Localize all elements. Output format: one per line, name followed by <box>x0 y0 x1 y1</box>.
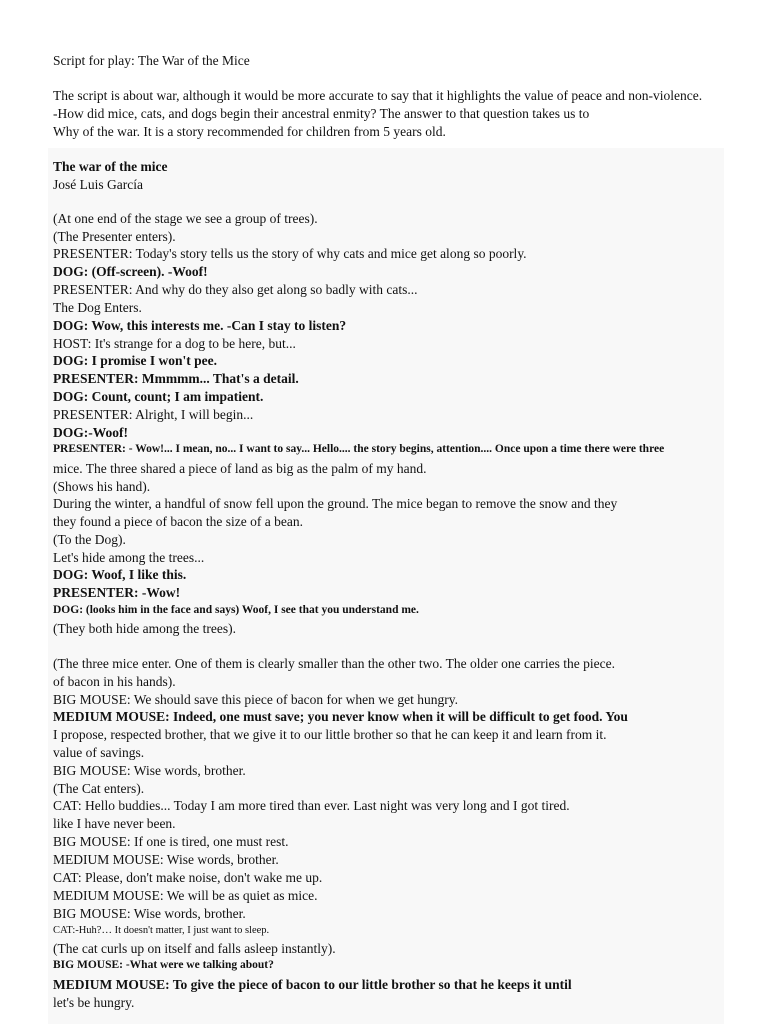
dialogue-line: DOG: Count, count; I am impatient. <box>53 389 264 404</box>
stage-direction: (The three mice enter. One of them is clearly smaller than the other two. The older one carries the piece. <box>53 656 616 671</box>
dialogue-line: PRESENTER: - Wow!... I mean, no... I want to say... Hello.... the story begins, attention.... Once upon a time there were three <box>53 443 665 455</box>
intro-title: Script for play: The War of the Mice <box>53 53 250 68</box>
stage-direction: The Dog Enters. <box>53 300 142 315</box>
stage-direction: (Shows his hand). <box>53 479 151 494</box>
dialogue-line: BIG MOUSE: Wise words, brother. <box>53 763 246 778</box>
dialogue-line: BIG MOUSE: We should save this piece of bacon for when we get hungry. <box>53 692 458 707</box>
dialogue-line: they found a piece of bacon the size of a bean. <box>53 514 304 529</box>
dialogue-line: PRESENTER: Alright, I will begin... <box>53 407 254 422</box>
dialogue-line: PRESENTER: And why do they also get along so badly with cats... <box>53 282 418 297</box>
dialogue-line: DOG: I promise I won't pee. <box>53 353 217 368</box>
intro-paragraph-line: Why of the war. It is a story recommended for children from 5 years old. <box>53 124 446 139</box>
stage-direction: (They both hide among the trees). <box>53 621 236 636</box>
dialogue-line: PRESENTER: -Wow! <box>53 585 181 600</box>
dialogue-line: like I have never been. <box>53 816 176 831</box>
dialogue-line: HOST: It's strange for a dog to be here, but... <box>53 336 296 351</box>
dialogue-line: MEDIUM MOUSE: Indeed, one must save; you never know when it will be difficult to get food. You <box>53 709 628 724</box>
dialogue-line: DOG:-Woof! <box>53 425 128 440</box>
dialogue-line: MEDIUM MOUSE: We will be as quiet as mice. <box>53 888 318 903</box>
play-title: The war of the mice <box>53 159 168 174</box>
dialogue-line: MEDIUM MOUSE: Wise words, brother. <box>53 852 279 867</box>
intro-paragraph-line: -How did mice, cats, and dogs begin their ancestral enmity? The answer to that question takes us to <box>53 106 590 121</box>
dialogue-line: mice. The three shared a piece of land as big as the palm of my hand. <box>53 461 427 476</box>
stage-direction: (The Presenter enters). <box>53 229 176 244</box>
intro-paragraph-line: The script is about war, although it would be more accurate to say that it highlights the value of peace and non-violence. <box>53 88 703 103</box>
dialogue-line: DOG: Woof, I like this. <box>53 567 187 582</box>
stage-direction: (At one end of the stage we see a group of trees). <box>53 211 318 226</box>
stage-direction: of bacon in his hands). <box>53 674 176 689</box>
dialogue-line: BIG MOUSE: Wise words, brother. <box>53 906 246 921</box>
dialogue-line: BIG MOUSE: If one is tired, one must rest. <box>53 834 289 849</box>
play-author: José Luis García <box>53 177 143 192</box>
dialogue-line: PRESENTER: Today's story tells us the story of why cats and mice get along so poorly. <box>53 246 527 261</box>
dialogue-line: let's be hungry. <box>53 995 135 1010</box>
stage-direction: (To the Dog). <box>53 532 126 547</box>
dialogue-line: DOG: Wow, this interests me. -Can I stay to listen? <box>53 318 347 333</box>
stage-direction: (The Cat enters). <box>53 781 145 796</box>
dialogue-line: value of savings. <box>53 745 145 760</box>
dialogue-line: During the winter, a handful of snow fell upon the ground. The mice began to remove the snow and they <box>53 496 618 511</box>
dialogue-line: Let's hide among the trees... <box>53 550 205 565</box>
dialogue-line: I propose, respected brother, that we give it to our little brother so that he can keep it and learn from it. <box>53 727 607 742</box>
dialogue-line: DOG: (Off-screen). -Woof! <box>53 264 208 279</box>
dialogue-line: CAT: Please, don't make noise, don't wake me up. <box>53 870 323 885</box>
stage-direction: (The cat curls up on itself and falls asleep instantly). <box>53 941 336 956</box>
dialogue-line: PRESENTER: Mmmmm... That's a detail. <box>53 371 299 386</box>
dialogue-line: BIG MOUSE: -What were we talking about? <box>53 959 274 971</box>
dialogue-line: DOG: (looks him in the face and says) Woof, I see that you understand me. <box>53 604 419 616</box>
dialogue-line: CAT: Hello buddies... Today I am more tired than ever. Last night was very long and I got tired. <box>53 798 570 813</box>
dialogue-line: CAT:-Huh?… It doesn't matter, I just want to sleep. <box>53 925 270 936</box>
dialogue-line: MEDIUM MOUSE: To give the piece of bacon to our little brother so that he keeps it until <box>53 977 572 992</box>
